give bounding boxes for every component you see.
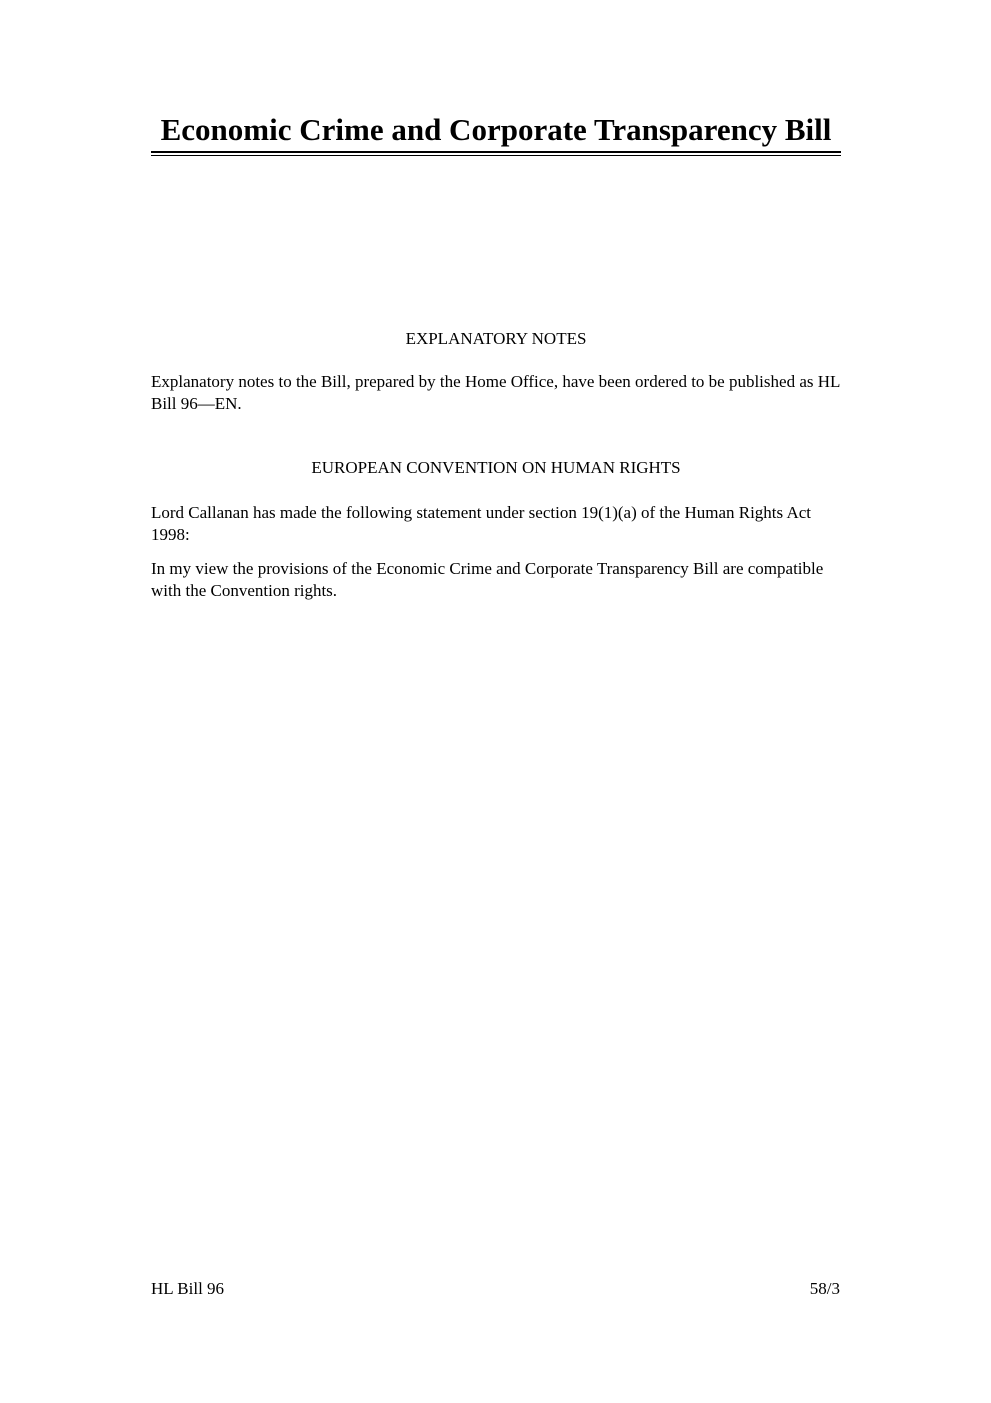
title-underline-thin [151, 155, 841, 156]
document-title: Economic Crime and Corporate Transparency Bill [160, 112, 832, 147]
title-underline-thick [151, 151, 841, 153]
echr-heading: EUROPEAN CONVENTION ON HUMAN RIGHTS [311, 458, 681, 477]
print-reference-footer: 58/3 [809, 1279, 840, 1298]
echr-compatibility-paragraph: In my view the provisions of the Economic Crime and Corporate Transparency Bill are compatible with the Convention rights. [151, 559, 824, 600]
explanatory-notes-paragraph: Explanatory notes to the Bill, prepared by the Home Office, have been ordered to be published as HL Bill 96—EN. [151, 372, 840, 413]
echr-statement-paragraph: Lord Callanan has made the following statement under section 19(1)(a) of the Human Rights Act 1998: [151, 503, 811, 544]
explanatory-notes-heading: EXPLANATORY NOTES [405, 329, 587, 348]
bill-number-footer: HL Bill 96 [151, 1279, 225, 1298]
